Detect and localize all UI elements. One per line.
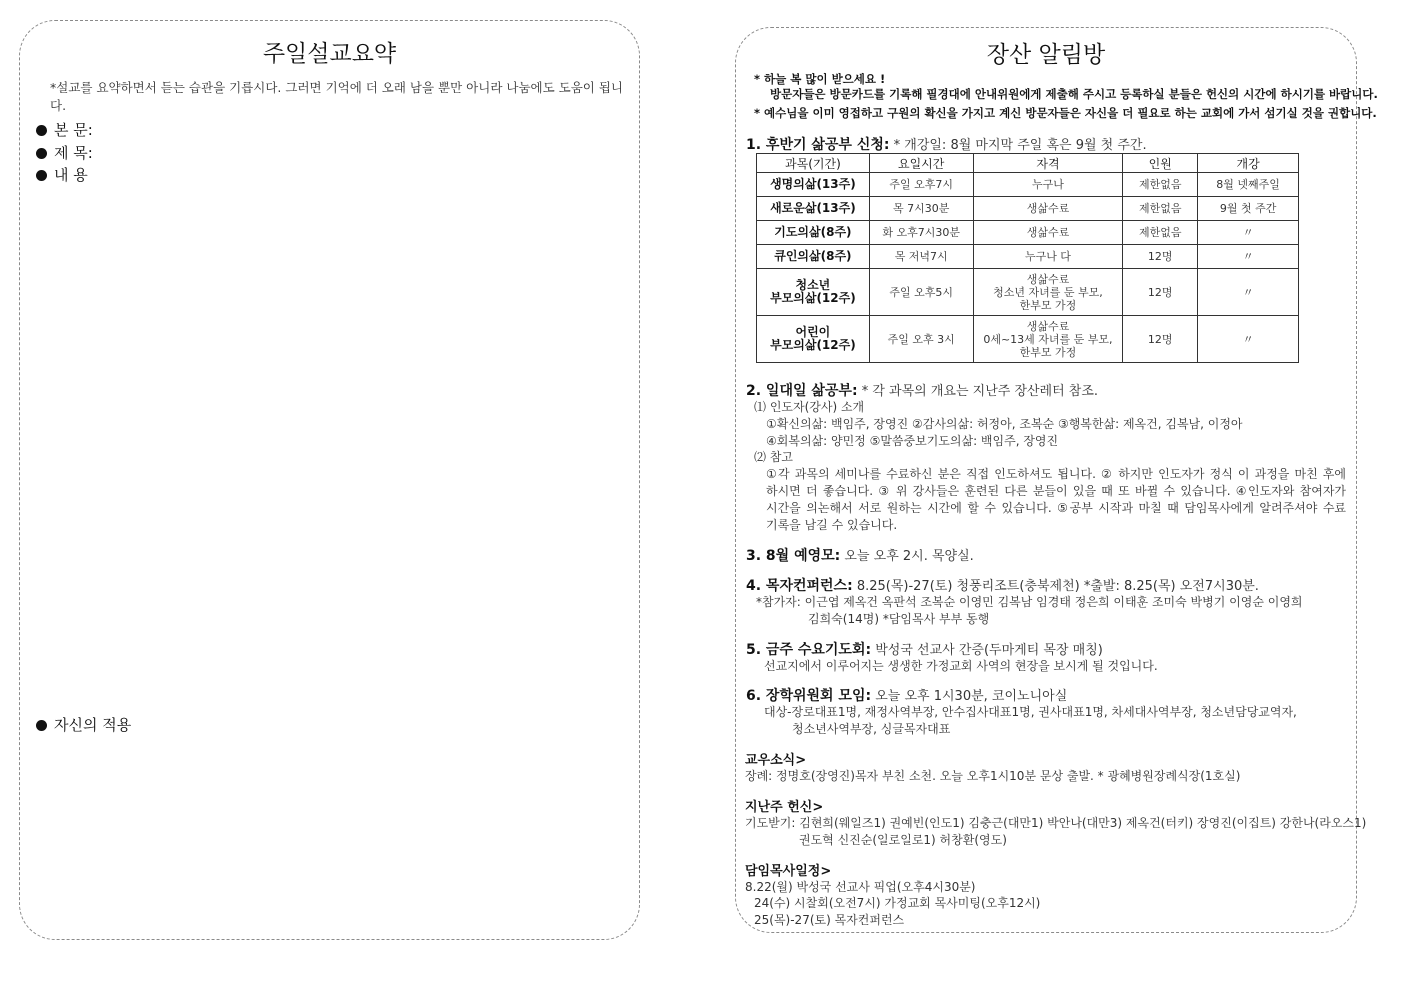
participants-line-2: 김희숙(14명) *담임목사 부부 동행 — [808, 612, 990, 626]
course-subject: 기도의삶(8주) — [757, 221, 870, 245]
schedule-line-3: 25(목)-27(토) 목자컨퍼런스 — [754, 913, 905, 927]
pastor-schedule-heading: 담임목사일정> — [745, 864, 832, 879]
course-subject: 어린이 부모의삶(12주) — [757, 316, 870, 363]
course-qualification: 누구나 다 — [973, 245, 1123, 269]
member-news-line: 장례: 정명호(장영진)목자 부친 소천. 오늘 오후1시10분 문상 출발. * 광혜병원장례식장(1호실) — [745, 769, 1241, 783]
course-start: 〃 — [1198, 245, 1299, 269]
course-table — [756, 153, 1299, 363]
table-row — [757, 197, 1299, 221]
column-header: 자격 — [973, 154, 1123, 173]
course-subject: 새로운삶(13주) — [757, 197, 870, 221]
bullet-dot-icon — [36, 148, 47, 159]
course-time: 목 저녁7시 — [869, 245, 973, 269]
course-start: 〃 — [1198, 269, 1299, 316]
reference-line-4: 기록을 남길 수 있습니다. — [766, 518, 898, 532]
devotion-heading: 지난주 헌신> — [745, 800, 824, 815]
course-qualification: 생삶수료 — [973, 197, 1123, 221]
sermon-summary-panel — [19, 20, 640, 940]
announcements-panel — [735, 27, 1378, 933]
table-row — [757, 173, 1299, 197]
bullet-content: 내 용 — [36, 164, 88, 185]
sermon-summary-intro: *설교를 요약하면서 듣는 습관을 기릅시다. 그러면 기억에 더 오래 남을 뿐만 아니라 나눔에도 도움이 됩니다. — [50, 80, 624, 113]
table-row — [757, 269, 1299, 316]
course-time: 주일 오후7시 — [869, 173, 973, 197]
course-start: 〃 — [1198, 221, 1299, 245]
section-one-on-one: 2. 일대일 삶공부: * 각 과목의 개요는 지난주 장산레터 참조. — [746, 383, 1099, 399]
notice-believers: * 예수님을 이미 영접하고 구원의 확신을 가지고 계신 방문자들은 자신을 더 필요로 하는 교회에 가서 섬기실 것을 권합니다. — [754, 106, 1377, 120]
course-qualification: 생삶수료 청소년 자녀를 둔 부모, 한부모 가정 — [973, 269, 1123, 316]
leaders-line-1: ①확신의삶: 백임주, 장영진 ②감사의삶: 허정아, 조복순 ③행복한삶: 제옥건, 김복남, 이정아 — [766, 417, 1243, 431]
leaders-line-2: ④회복의삶: 양민정 ⑤말씀중보기도의삶: 백임주, 장영진 — [766, 434, 1059, 448]
table-row — [757, 245, 1299, 269]
course-start: 9월 첫 주간 — [1198, 197, 1299, 221]
member-news-heading: 교우소식> — [745, 753, 807, 768]
bullet-dot-icon — [36, 170, 47, 181]
section-shepherd-conference: 4. 목자컨퍼런스: 8.25(목)-27(토) 청풍리조트(충북제천) *출발: 8.25(목) 오전7시30분. — [746, 578, 1259, 594]
course-count: 제한없음 — [1123, 221, 1198, 245]
course-count: 제한없음 — [1123, 197, 1198, 221]
column-header: 과목(기간) — [757, 154, 870, 173]
devotion-line-1: 기도받기: 김현희(웨일즈1) 권예빈(인도1) 김충근(대만1) 박안나(대만3) 제옥건(터키) 장영진(이집트) 강한나(라오스1) — [745, 816, 1367, 830]
reference-line-3: 시간을 의논해서 서로 원하는 시간에 할 수 있습니다. ⑤공부 시작과 마칠 때 담임목사에게 알려주셔야 수료 — [766, 501, 1346, 515]
column-header: 요일시간 — [869, 154, 973, 173]
table-row — [757, 221, 1299, 245]
course-qualification: 누구나 — [973, 173, 1123, 197]
notice-welcome: * 하늘 복 많이 받으세요 ! — [754, 72, 886, 86]
bullet-dot-icon — [36, 720, 47, 731]
course-qualification: 생삶수료 — [973, 221, 1123, 245]
devotion-line-2: 권도혁 신진순(일로일로1) 허창환(영도) — [799, 833, 1007, 847]
course-count: 12명 — [1123, 245, 1198, 269]
bullet-dot-icon — [36, 125, 47, 136]
leaders-heading: ⑴ 인도자(강사) 소개 — [754, 400, 865, 414]
course-count: 12명 — [1123, 269, 1198, 316]
schedule-line-1: 8.22(월) 박성국 선교사 픽업(오후4시30분) — [745, 880, 976, 894]
course-time: 주일 오후5시 — [869, 269, 973, 316]
section-august-meeting: 3. 8월 예영모: 오늘 오후 2시. 목양실. — [746, 548, 974, 564]
course-subject: 청소년 부모의삶(12주) — [757, 269, 870, 316]
course-count: 제한없음 — [1123, 173, 1198, 197]
reference-heading: ⑵ 참고 — [754, 450, 793, 464]
column-header: 인원 — [1123, 154, 1198, 173]
course-qualification: 생삶수료 0세~13세 자녀를 둔 부모, 한부모 가정 — [973, 316, 1123, 363]
section-course-signup: 1. 후반기 삶공부 신청: * 개강일: 8월 마지막 주일 혹은 9월 첫 주간. — [746, 137, 1147, 153]
table-row — [757, 316, 1299, 363]
prayer-detail: 선교지에서 이루어지는 생생한 가정교회 사역의 현장을 보시게 될 것입니다. — [764, 659, 1158, 673]
course-time: 주일 오후 3시 — [869, 316, 973, 363]
course-time: 목 7시30분 — [869, 197, 973, 221]
section-scholarship-meeting: 6. 장학위원회 모임: 오늘 오후 1시30분, 코이노니아실 — [746, 688, 1068, 704]
scholarship-line-2: 청소년사역부장, 싱글목자대표 — [792, 722, 951, 736]
bullet-text: 본 문: — [36, 119, 93, 140]
announcements-title: 장산 알림방 — [986, 42, 1106, 68]
reference-line-1: ①각 과목의 세미나를 수료하신 분은 직접 인도하셔도 됩니다. ② 하지만 인도자가 정식 이 과정을 마친 후에 — [766, 467, 1346, 481]
table-header-row — [757, 154, 1299, 173]
course-subject: 큐인의삶(8주) — [757, 245, 870, 269]
course-start: 8월 넷째주일 — [1198, 173, 1299, 197]
course-time: 화 오후7시30분 — [869, 221, 973, 245]
course-subject: 생명의삶(13주) — [757, 173, 870, 197]
reference-line-2: 하시면 더 좋습니다. ③ 위 강사들은 훈련된 다른 분들이 있을 때 또 바뀔 수 있습니다. ④인도자와 참여자가 — [766, 484, 1346, 498]
schedule-line-2: 24(수) 시찰회(오전7시) 가정교회 목사미팅(오후12시) — [754, 896, 1041, 910]
participants-line-1: *참가자: 이근엽 제옥건 옥판석 조복순 이영민 김복남 임경태 정은희 이태훈 조미숙 박병기 이영순 이영희 — [756, 595, 1303, 609]
scholarship-line-1: 대상-장로대표1명, 재정사역부장, 안수집사대표1명, 권사대표1명, 차세대사역부장, 청소년담당교역자, — [764, 705, 1297, 719]
notice-visitors: 방문자들은 방문카드를 기록해 필경대에 안내위원에게 제출해 주시고 등록하실 분들은 헌신의 시간에 하시기를 바랍니다. — [770, 87, 1378, 101]
course-count: 12명 — [1123, 316, 1198, 363]
bullet-title: 제 목: — [36, 142, 93, 163]
sermon-summary-title: 주일설교요약 — [262, 41, 397, 67]
column-header: 개강 — [1198, 154, 1299, 173]
bullet-application: 자신의 적용 — [36, 714, 131, 735]
course-start: 〃 — [1198, 316, 1299, 363]
section-wednesday-prayer: 5. 금주 수요기도회: 박성국 선교사 간증(두마게티 목장 매칭) — [746, 642, 1103, 658]
